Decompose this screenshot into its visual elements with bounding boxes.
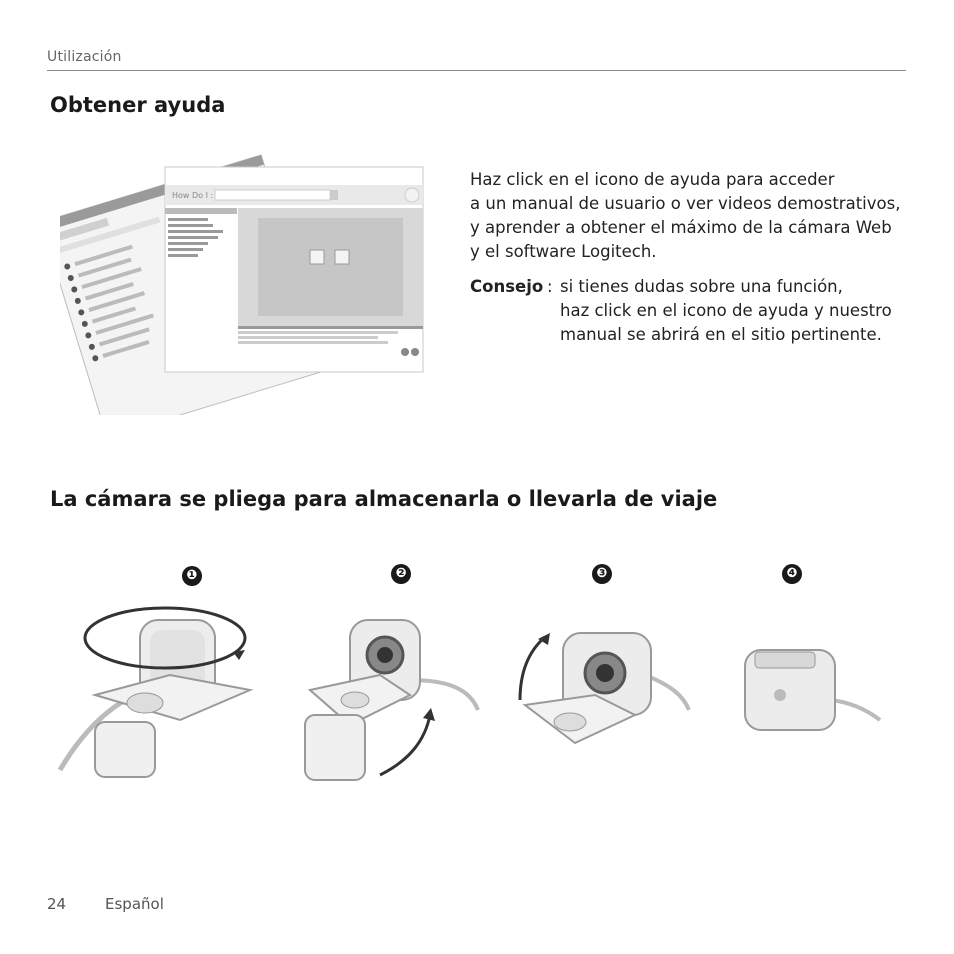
tip-line: si tienes dudas sobre una función, — [560, 277, 843, 296]
running-head: Utilización — [47, 49, 122, 65]
step-number-4: ❹ — [782, 564, 802, 584]
page-number: 24 — [47, 895, 67, 913]
help-body-line: y aprender a obtener el máximo de la cámara Web — [470, 218, 892, 237]
help-body-line: y el software Logitech. — [470, 242, 657, 261]
step-number-2: ❷ — [391, 564, 411, 584]
tip-colon: : — [547, 277, 553, 296]
tip-line: manual se abrirá en el sitio pertinente. — [560, 325, 882, 344]
help-body-line: Haz click en el icono de ayuda para acceder — [470, 170, 835, 189]
tip-text — [560, 275, 892, 347]
help-body-line: a un manual de usuario o ver videos demostrativos, — [470, 194, 901, 213]
step-4-illustration — [735, 640, 885, 750]
step-3-illustration — [515, 625, 695, 755]
help-screenshot-illustration — [60, 140, 430, 415]
step-1-illustration — [55, 590, 275, 790]
section-title-help: Obtener ayuda — [50, 93, 226, 117]
footer-language: Español — [105, 895, 164, 913]
header-rule — [47, 70, 906, 71]
section-title-fold: La cámara se pliega para almacenarla o llevarla de viaje — [50, 487, 718, 511]
step-number-3: ❸ — [592, 564, 612, 584]
tip-line: haz click en el icono de ayuda y nuestro — [560, 301, 892, 320]
how-do-i-label: How Do I : — [172, 191, 214, 200]
help-body-text — [470, 168, 920, 264]
tip-label: Consejo — [470, 277, 544, 296]
step-2-illustration — [300, 610, 480, 790]
step-number-1: ❶ — [182, 566, 202, 586]
